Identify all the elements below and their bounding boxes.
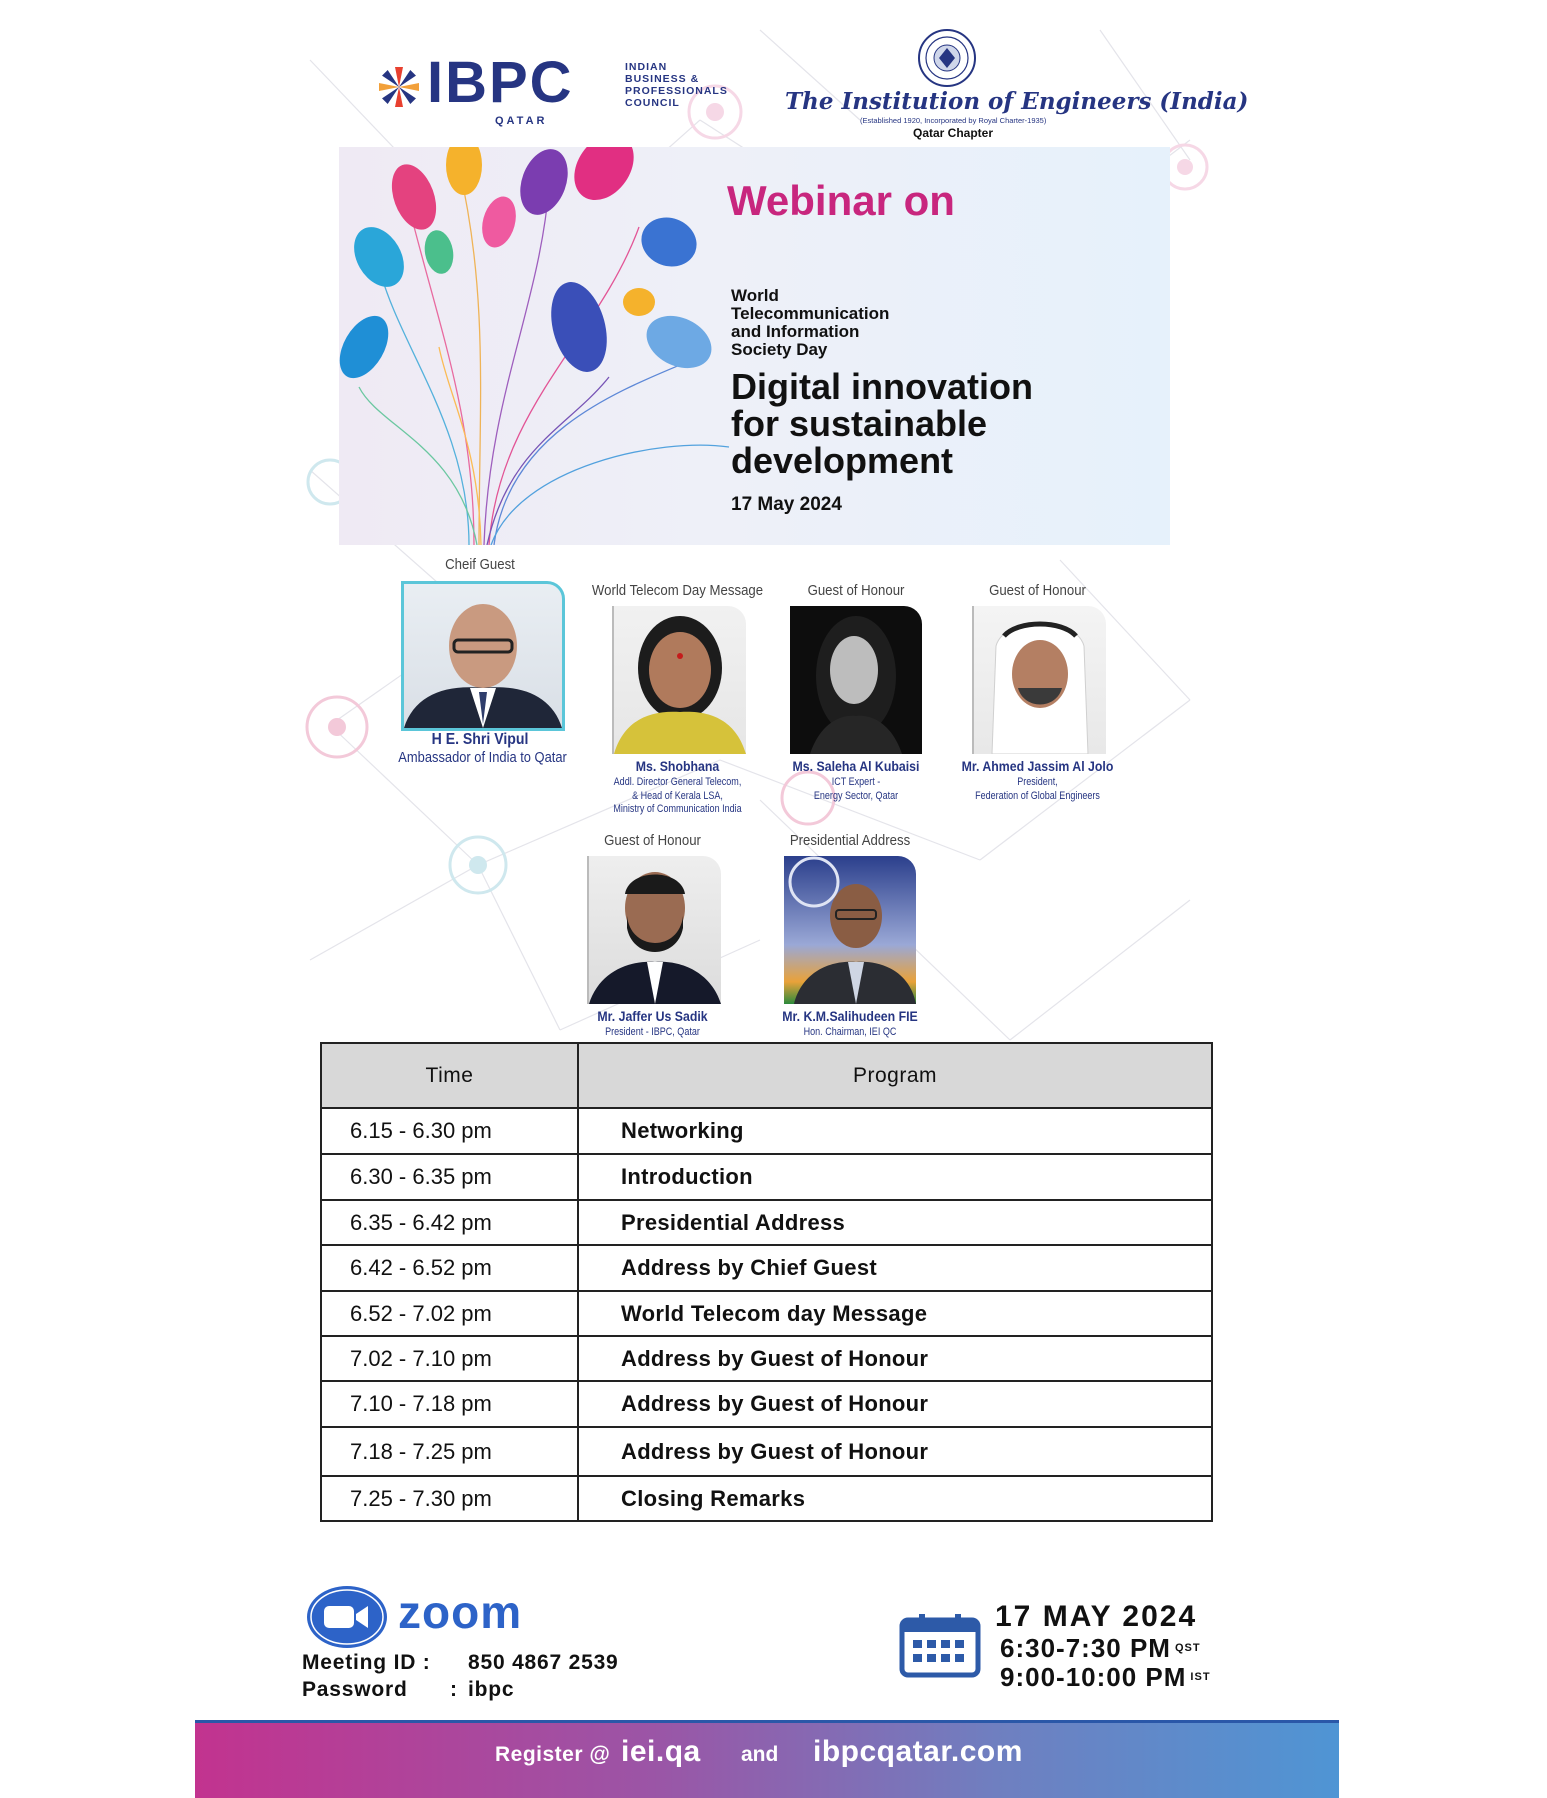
banner-kicker: Webinar on (727, 177, 955, 224)
speaker-name: Mr. Jaffer Us Sadik (597, 1008, 708, 1024)
event-date: 17 MAY 2024 (995, 1600, 1198, 1633)
program-cell: World Telecom day Message (578, 1291, 1212, 1336)
time-cell: 6.15 - 6.30 pm (321, 1108, 578, 1154)
table-row (321, 1476, 1212, 1521)
banner-art-tree (339, 147, 759, 545)
zoom-camera-icon (306, 1585, 388, 1649)
zoom-wordmark: zoom (398, 1586, 523, 1638)
table-row (321, 1291, 1212, 1336)
speaker-desc (785, 776, 926, 803)
speaker-role: Guest of Honour (989, 582, 1086, 599)
time-cell: 7.25 - 7.30 pm (321, 1476, 578, 1521)
time-cell: 7.02 - 7.10 pm (321, 1336, 578, 1381)
speaker-photo (612, 606, 746, 754)
person-silhouette-icon (614, 606, 746, 754)
program-cell: Address by Guest of Honour (578, 1336, 1212, 1381)
time-ist-value: 9:00-10:00 PM (1000, 1662, 1187, 1692)
speaker-role: Guest of Honour (604, 832, 701, 849)
ibpc-sub-line: BUSINESS & (625, 73, 700, 85)
time-cell: 6.42 - 6.52 pm (321, 1245, 578, 1291)
speaker-desc-line: Ministry of Communication India (613, 803, 742, 815)
time-cell: 6.52 - 7.02 pm (321, 1291, 578, 1336)
speaker-desc: Hon. Chairman, IEI QC (803, 1026, 897, 1038)
table-row (321, 1427, 1212, 1476)
speaker-name: H E. Shri Vipul (431, 731, 529, 748)
speaker-role: Guest of Honour (807, 582, 905, 599)
speaker-guest-of-honour-jolo (940, 582, 1135, 802)
headline-line: for sustainable (731, 403, 988, 444)
speaker-desc-line: & Head of Kerala LSA, (632, 789, 723, 802)
time-qst-value: 6:30-7:30 PM (1000, 1633, 1171, 1663)
ibpc-country: QATAR (495, 115, 548, 127)
register-label: Register @ (495, 1743, 611, 1766)
password-label: Password (302, 1678, 408, 1701)
iei-title: The Institution of Engineers (India) (785, 88, 1249, 115)
timezone-qst: QST (1174, 1642, 1201, 1654)
table-row (321, 1245, 1212, 1291)
speaker-role: World Telecom Day Message (591, 582, 764, 599)
speaker-desc (598, 776, 758, 817)
person-silhouette-icon (784, 856, 916, 1004)
speaker-presidential-address (755, 832, 945, 1038)
person-silhouette-icon (404, 584, 562, 728)
table-row (321, 1154, 1212, 1200)
table-row (321, 1336, 1212, 1381)
event-datetime (895, 1600, 1275, 1700)
ibpc-pinwheel-icon (375, 63, 423, 111)
time-cell: 6.30 - 6.35 pm (321, 1154, 578, 1200)
speaker-photo (401, 581, 565, 731)
ibpc-logo (375, 50, 735, 130)
ibpc-logo-word: IBPC (427, 50, 574, 115)
program-cell: Introduction (578, 1154, 1212, 1200)
speaker-desc-line: ICT Expert - (831, 776, 881, 788)
speaker-role: Presidential Address (789, 832, 911, 849)
ibpc-sub-line: INDIAN (625, 61, 668, 73)
event-line: Society Day (731, 340, 828, 359)
webinar-banner (339, 147, 1170, 545)
time-cell: 7.10 - 7.18 pm (321, 1381, 578, 1427)
program-column-header: Program (578, 1043, 1212, 1108)
register-link-ibpc[interactable]: ibpcqatar.com (813, 1735, 1023, 1768)
speaker-world-telecom-message (580, 582, 775, 815)
password-value[interactable]: ibpc (468, 1678, 515, 1701)
speaker-name: Mr. K.M.Salihudeen FIE (782, 1008, 918, 1024)
table-header-row (321, 1043, 1212, 1108)
speaker-guest-of-honour-kubaisi (770, 582, 942, 802)
table-row (321, 1381, 1212, 1427)
table-row (321, 1200, 1212, 1245)
register-link-iei[interactable]: iei.qa (621, 1735, 701, 1768)
headline-line: Digital innovation (731, 366, 1033, 407)
iei-chapter: Qatar Chapter (913, 126, 994, 140)
speaker-desc (958, 776, 1118, 803)
program-schedule-table (320, 1042, 1213, 1522)
program-cell: Closing Remarks (578, 1476, 1212, 1521)
register-and: and (741, 1743, 779, 1766)
speaker-name: Mr. Ahmed Jassim Al Jolo (961, 758, 1114, 774)
iei-established: (Established 1920, Incorporated by Royal Charter-1935) (860, 116, 1047, 125)
program-cell: Address by Guest of Honour (578, 1427, 1212, 1476)
person-silhouette-icon (974, 606, 1106, 754)
speaker-chief-guest (385, 556, 575, 766)
speaker-desc-line: Federation of Global Engineers (975, 789, 1100, 802)
headline-line: development (731, 440, 954, 481)
register-footer-bar (195, 1720, 1339, 1798)
table-row (321, 1108, 1212, 1154)
time-column-header: Time (321, 1043, 578, 1108)
banner-headline (731, 368, 1071, 479)
calendar-icon (899, 1612, 981, 1678)
ibpc-sub-line: PROFESSIONALS (625, 85, 728, 97)
program-cell: Networking (578, 1108, 1212, 1154)
ibpc-sub-line: COUNCIL (625, 97, 680, 109)
event-line: World (731, 286, 779, 305)
program-cell: Address by Guest of Honour (578, 1381, 1212, 1427)
speaker-guest-of-honour-sadik (560, 832, 745, 1038)
speaker-desc: President - IBPC, Qatar (605, 1026, 700, 1038)
iei-logo (780, 28, 1249, 143)
timezone-ist: IST (1190, 1671, 1211, 1683)
iei-seal-icon (917, 28, 977, 88)
person-silhouette-icon (790, 606, 922, 754)
speaker-desc-line: President, (1017, 776, 1058, 788)
time-cell: 7.18 - 7.25 pm (321, 1427, 578, 1476)
speaker-photo (587, 856, 721, 1004)
speaker-photo (784, 856, 916, 1004)
speaker-desc: Ambassador of India to Qatar (398, 749, 567, 766)
zoom-meeting-info (300, 1585, 720, 1705)
program-cell: Presidential Address (578, 1200, 1212, 1245)
speaker-photo (972, 606, 1106, 754)
event-line: and Information (731, 322, 860, 341)
password-separator: : (450, 1678, 458, 1701)
banner-date: 17 May 2024 (731, 494, 842, 515)
speaker-desc-line: Addl. Director General Telecom, (613, 776, 742, 788)
event-time-qst (1000, 1633, 1201, 1664)
person-silhouette-icon (589, 856, 721, 1004)
speaker-name: Ms. Saleha Al Kubaisi (792, 758, 920, 774)
speaker-desc-line: Energy Sector, Qatar (813, 789, 899, 802)
time-cell: 6.35 - 6.42 pm (321, 1200, 578, 1245)
meeting-id-label: Meeting ID : (302, 1651, 431, 1674)
meeting-id-value[interactable]: 850 4867 2539 (468, 1651, 619, 1674)
speaker-role: Cheif Guest (445, 556, 515, 573)
event-line: Telecommunication (731, 304, 890, 323)
ibpc-logo-subtitle (625, 61, 728, 109)
speaker-name: Ms. Shobhana (635, 758, 720, 774)
program-cell: Address by Chief Guest (578, 1245, 1212, 1291)
speaker-photo (790, 606, 922, 754)
event-time-ist (1000, 1662, 1211, 1693)
banner-event-name (731, 287, 931, 359)
